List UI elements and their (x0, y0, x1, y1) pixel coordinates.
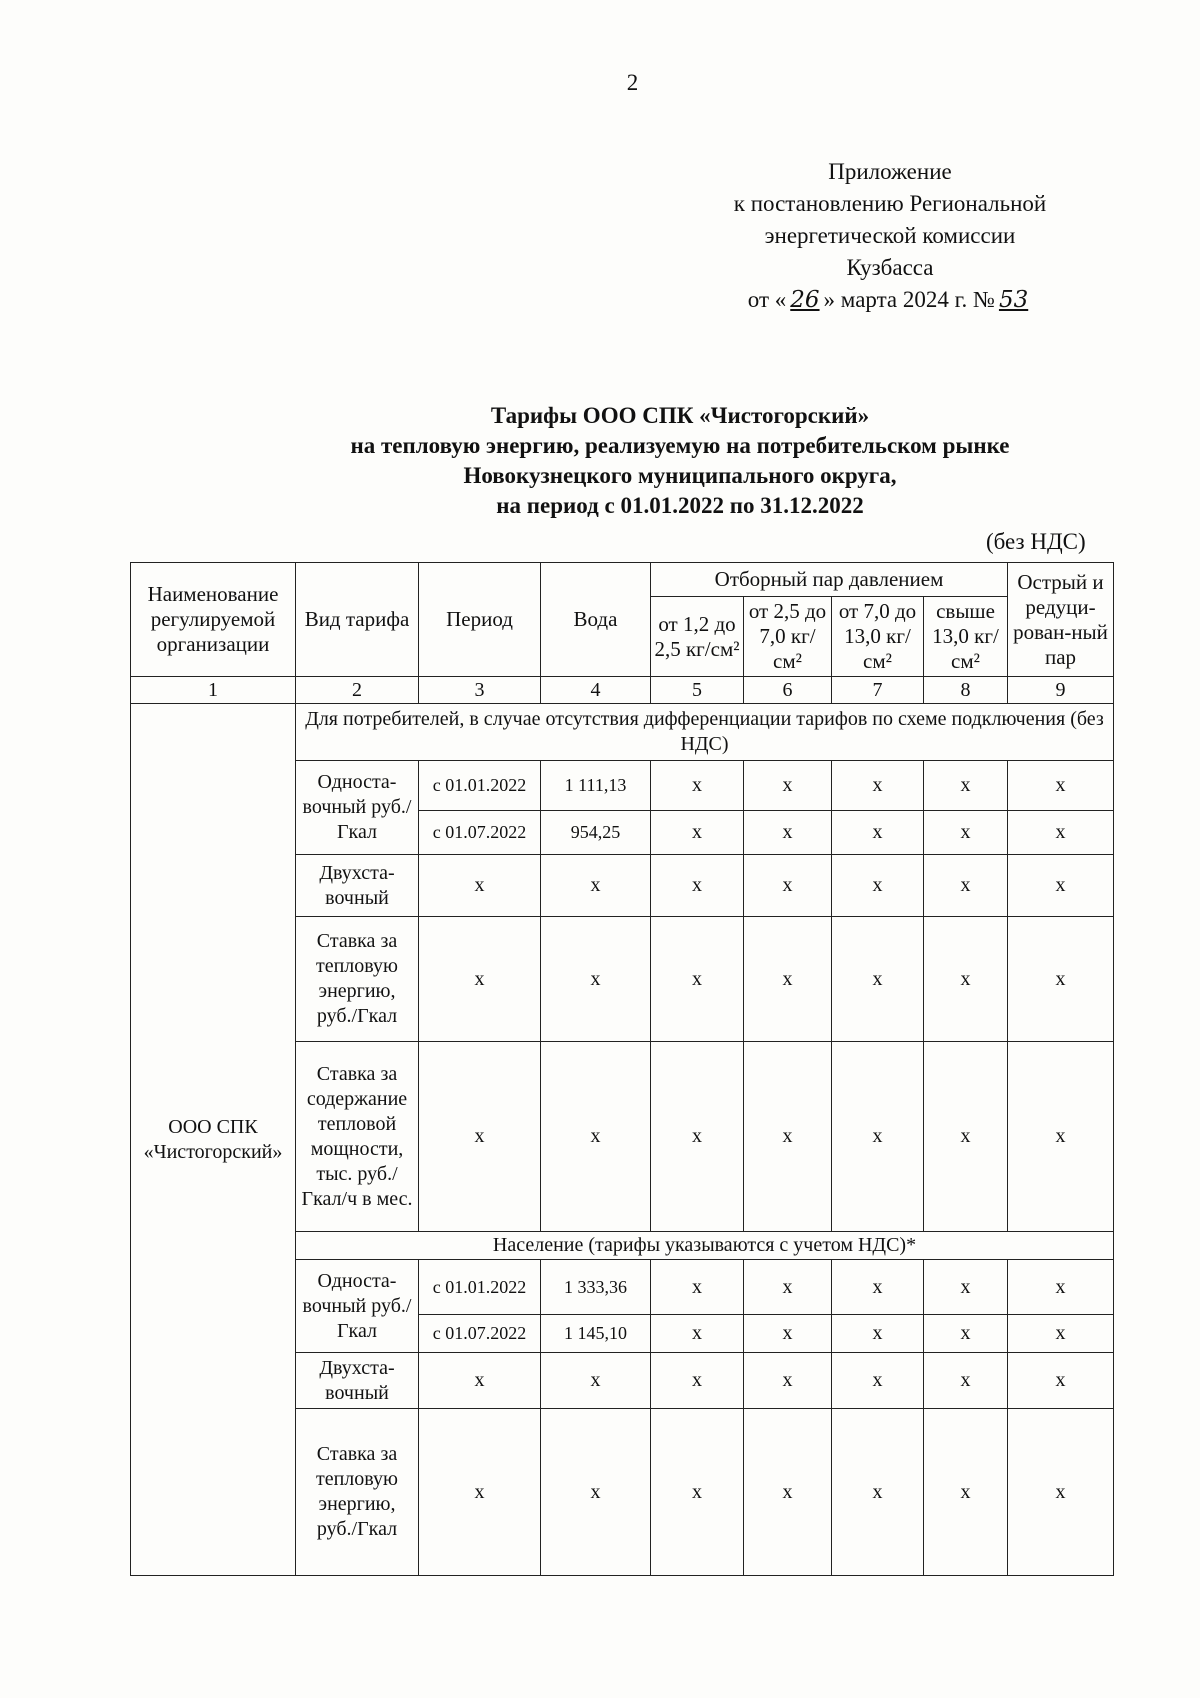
date-middle: » марта 2024 г. № (823, 287, 995, 312)
value-cell: x (832, 855, 924, 917)
value-cell: x (651, 917, 744, 1042)
value-cell: x (832, 1260, 924, 1315)
value-cell: x (1008, 1315, 1114, 1353)
column-number: 6 (744, 677, 832, 704)
value-cell: x (651, 1315, 744, 1353)
water-cell: 1 145,10 (541, 1315, 651, 1353)
value-cell: x (651, 1042, 744, 1232)
header-water: Вода (541, 563, 651, 677)
header-steam-3: от 7,0 до 13,0 кг/см² (832, 597, 924, 677)
value-cell: x (651, 1409, 744, 1576)
value-cell: x (744, 1260, 832, 1315)
value-cell: x (1008, 811, 1114, 855)
title-line: Тарифы ООО СПК «Чистогорский» (490, 403, 870, 428)
water-cell: 1 333,36 (541, 1260, 651, 1315)
value-cell: x (1008, 1353, 1114, 1409)
period-cell: с 01.07.2022 (419, 1315, 541, 1353)
value-cell: x (832, 811, 924, 855)
value-cell: x (419, 855, 541, 917)
header-row (131, 563, 1114, 597)
column-number: 2 (296, 677, 419, 704)
page-number: 2 (626, 70, 639, 95)
appendix-line: к постановлению Региональной (733, 191, 1047, 216)
value-cell: x (832, 1353, 924, 1409)
value-cell: x (832, 1042, 924, 1232)
value-cell: x (744, 917, 832, 1042)
tariff-label: Двухста-вочный (296, 855, 419, 917)
value-cell: x (651, 855, 744, 917)
column-number: 8 (924, 677, 1008, 704)
column-number-row (131, 677, 1114, 704)
appendix-line: энергетической комиссии (764, 223, 1016, 248)
column-number: 4 (541, 677, 651, 704)
section-title: Для потребителей, в случае отсутствия дифференциации тарифов по схеме подключения (без НДС) (296, 704, 1114, 761)
value-cell: x (924, 917, 1008, 1042)
value-cell: x (832, 1315, 924, 1353)
value-cell: x (541, 1042, 651, 1232)
value-cell: x (924, 1042, 1008, 1232)
value-cell: x (744, 1409, 832, 1576)
value-cell: x (744, 1315, 832, 1353)
value-cell: x (744, 811, 832, 855)
value-cell: x (651, 1353, 744, 1409)
handwritten-day: 26 (790, 287, 820, 313)
value-cell: x (1008, 1260, 1114, 1315)
date-prefix: от « (747, 287, 787, 312)
value-cell: x (744, 855, 832, 917)
value-cell: x (1008, 761, 1114, 811)
tariff-table (130, 562, 1114, 1576)
period-cell: с 01.01.2022 (419, 1260, 541, 1315)
organization-name: ООО СПК «Чистогорский» (131, 704, 296, 1576)
value-cell: x (651, 1260, 744, 1315)
tariff-label: Односта-вочный руб./Гкал (296, 1260, 419, 1353)
title-line: на тепловую энергию, реализуемую на потребительском рынке (350, 433, 1010, 458)
header-tariff-type: Вид тарифа (296, 563, 419, 677)
tariff-label: Двухста-вочный (296, 1353, 419, 1409)
period-cell: с 01.07.2022 (419, 811, 541, 855)
value-cell: x (419, 1409, 541, 1576)
value-cell: x (924, 811, 1008, 855)
header-steam-4: свыше 13,0 кг/см² (924, 597, 1008, 677)
value-cell: x (1008, 1042, 1114, 1232)
value-cell: x (541, 1353, 651, 1409)
value-cell: x (419, 1042, 541, 1232)
value-cell: x (744, 1353, 832, 1409)
document-title (230, 401, 1130, 521)
value-cell: x (651, 761, 744, 811)
section-title-row (131, 704, 1114, 761)
appendix-line: Приложение (828, 159, 952, 184)
tariff-label: Ставка за тепловую энергию, руб./Гкал (296, 1409, 419, 1576)
value-cell: x (541, 855, 651, 917)
header-steam-2: от 2,5 до 7,0 кг/см² (744, 597, 832, 677)
tariff-label: Ставка за содержание тепловой мощности, тыс. руб./ Гкал/ч в мес. (296, 1042, 419, 1232)
value-cell: x (744, 761, 832, 811)
section-title: Население (тарифы указываются с учетом НДС)* (296, 1232, 1114, 1260)
column-number: 9 (1008, 677, 1114, 704)
appendix-line: Кузбасса (846, 255, 934, 280)
value-cell: x (924, 761, 1008, 811)
value-cell: x (832, 917, 924, 1042)
value-cell: x (419, 1353, 541, 1409)
header-live-steam: Острый и редуци-рован-ный пар (1008, 563, 1114, 677)
column-number: 5 (651, 677, 744, 704)
value-cell: x (924, 1409, 1008, 1576)
water-cell: 954,25 (541, 811, 651, 855)
value-cell: x (924, 1315, 1008, 1353)
header-steam-1: от 1,2 до 2,5 кг/см² (651, 597, 744, 677)
column-number: 3 (419, 677, 541, 704)
title-line: на период с 01.01.2022 по 31.12.2022 (496, 493, 864, 518)
value-cell: x (744, 1042, 832, 1232)
value-cell: x (924, 855, 1008, 917)
value-cell: x (1008, 917, 1114, 1042)
appendix-block (690, 156, 1090, 316)
tariff-label: Односта-вочный руб./Гкал (296, 761, 419, 855)
value-cell: x (924, 1260, 1008, 1315)
value-cell: x (924, 1353, 1008, 1409)
column-number: 1 (131, 677, 296, 704)
appendix-date (690, 284, 1090, 316)
header-period: Период (419, 563, 541, 677)
vat-note: (без НДС) (986, 529, 1086, 554)
value-cell: x (1008, 1409, 1114, 1576)
value-cell: x (541, 1409, 651, 1576)
header-steam-group: Отборный пар давлением (651, 563, 1008, 597)
tariff-label: Ставка за тепловую энергию, руб./Гкал (296, 917, 419, 1042)
value-cell: x (651, 811, 744, 855)
header-org: Наименование регулируемой организации (131, 563, 296, 677)
value-cell: x (1008, 855, 1114, 917)
handwritten-number: 53 (998, 287, 1029, 313)
value-cell: x (541, 917, 651, 1042)
water-cell: 1 111,13 (541, 761, 651, 811)
value-cell: x (832, 761, 924, 811)
title-line: Новокузнецкого муниципального округа, (463, 463, 897, 488)
column-number: 7 (832, 677, 924, 704)
period-cell: с 01.01.2022 (419, 761, 541, 811)
value-cell: x (832, 1409, 924, 1576)
value-cell: x (419, 917, 541, 1042)
